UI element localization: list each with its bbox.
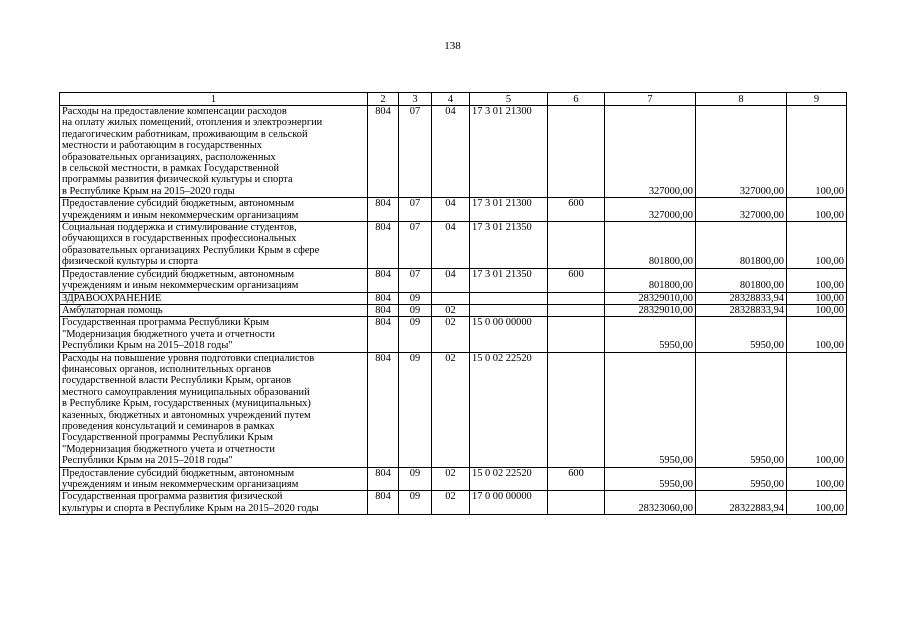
table-row xyxy=(60,491,847,515)
row-subsection-cell: 02 xyxy=(432,317,470,352)
row-code-cell: 804 xyxy=(368,304,399,316)
header-cell: 9 xyxy=(787,93,847,106)
header-cell: 2 xyxy=(368,93,399,106)
row-subsection-cell: 02 xyxy=(432,491,470,515)
row-code-cell: 804 xyxy=(368,268,399,292)
row-target-article-cell xyxy=(470,292,548,304)
header-cell: 6 xyxy=(548,93,605,106)
row-subsection-cell: 02 xyxy=(432,304,470,316)
row-expense-type-cell: 600 xyxy=(548,467,605,491)
row-name-cell: Государственная программа развития физической культуры и спорта в Республике Крым на 2015–2020 годы xyxy=(60,491,368,515)
table-row xyxy=(60,352,847,467)
row-planned-cell: 5950,00 xyxy=(605,352,696,467)
row-expense-type-cell xyxy=(548,106,605,198)
row-code-cell: 804 xyxy=(368,467,399,491)
row-percent-cell: 100,00 xyxy=(787,491,847,515)
row-target-article-cell: 17 3 01 21350 xyxy=(470,268,548,292)
row-code-cell: 804 xyxy=(368,292,399,304)
row-code-cell: 804 xyxy=(368,317,399,352)
row-subsection-cell: 04 xyxy=(432,268,470,292)
row-section-cell: 07 xyxy=(399,222,432,269)
budget-table xyxy=(59,92,847,515)
row-executed-cell: 801800,00 xyxy=(696,268,787,292)
header-cell: 7 xyxy=(605,93,696,106)
header-cell: 8 xyxy=(696,93,787,106)
row-section-cell: 07 xyxy=(399,106,432,198)
row-planned-cell: 801800,00 xyxy=(605,268,696,292)
row-executed-cell: 801800,00 xyxy=(696,222,787,269)
row-executed-cell: 28328833,94 xyxy=(696,304,787,316)
table-body xyxy=(60,106,847,515)
row-section-cell: 09 xyxy=(399,352,432,467)
row-percent-cell: 100,00 xyxy=(787,317,847,352)
row-executed-cell: 5950,00 xyxy=(696,467,787,491)
row-percent-cell: 100,00 xyxy=(787,268,847,292)
header-cell: 3 xyxy=(399,93,432,106)
row-target-article-cell xyxy=(470,304,548,316)
page-number: 138 xyxy=(444,40,461,52)
row-planned-cell: 28329010,00 xyxy=(605,304,696,316)
row-executed-cell: 5950,00 xyxy=(696,352,787,467)
table-row xyxy=(60,317,847,352)
row-code-cell: 804 xyxy=(368,352,399,467)
row-name-cell: Предоставление субсидий бюджетным, автономным учреждениям и иным некоммерческим организациям xyxy=(60,467,368,491)
header-cell: 1 xyxy=(60,93,368,106)
row-subsection-cell: 04 xyxy=(432,222,470,269)
table-row xyxy=(60,222,847,269)
row-subsection-cell: 02 xyxy=(432,467,470,491)
row-code-cell: 804 xyxy=(368,491,399,515)
row-section-cell: 09 xyxy=(399,292,432,304)
row-subsection-cell: 02 xyxy=(432,352,470,467)
row-planned-cell: 327000,00 xyxy=(605,198,696,222)
row-expense-type-cell xyxy=(548,292,605,304)
row-subsection-cell xyxy=(432,292,470,304)
row-section-cell: 09 xyxy=(399,467,432,491)
header-row xyxy=(60,93,847,106)
table-row xyxy=(60,198,847,222)
row-planned-cell: 28329010,00 xyxy=(605,292,696,304)
row-expense-type-cell xyxy=(548,304,605,316)
row-percent-cell: 100,00 xyxy=(787,106,847,198)
row-executed-cell: 28328833,94 xyxy=(696,292,787,304)
row-percent-cell: 100,00 xyxy=(787,222,847,269)
row-expense-type-cell xyxy=(548,317,605,352)
row-name-cell: Расходы на повышение уровня подготовки специалистов финансовых органов, исполнительных органов государственной власти Республики Крым, органов местного самоуправления муниципальных образований в Республике Крым, государственных (муниципальных) казенных, бюджетных и автономных учреждений путем проведения консультаций и семинаров в рамках Государственной программы Республики Крым "Модернизация бюджетного учета и отчетности Республики Крым на 2015–2018 годы" xyxy=(60,352,368,467)
row-name-cell: Расходы на предоставление компенсации расходов на оплату жилых помещений, отопления и электроэнергии педагогическим работникам, проживающим в сельской местности и работающим в государственных образовательных организациях, расположенных в сельской местности, в рамках Государственной программы развития физической культуры и спорта в Республике Крым на 2015–2020 годы xyxy=(60,106,368,198)
row-expense-type-cell: 600 xyxy=(548,268,605,292)
table-row xyxy=(60,268,847,292)
row-planned-cell: 5950,00 xyxy=(605,317,696,352)
row-section-cell: 07 xyxy=(399,198,432,222)
header-cell: 5 xyxy=(470,93,548,106)
row-expense-type-cell xyxy=(548,222,605,269)
row-planned-cell: 5950,00 xyxy=(605,467,696,491)
row-target-article-cell: 15 0 02 22520 xyxy=(470,467,548,491)
row-expense-type-cell xyxy=(548,491,605,515)
row-percent-cell: 100,00 xyxy=(787,198,847,222)
row-planned-cell: 28323060,00 xyxy=(605,491,696,515)
row-target-article-cell: 17 3 01 21350 xyxy=(470,222,548,269)
table-row xyxy=(60,106,847,198)
row-executed-cell: 327000,00 xyxy=(696,198,787,222)
row-target-article-cell: 15 0 00 00000 xyxy=(470,317,548,352)
row-percent-cell: 100,00 xyxy=(787,467,847,491)
row-expense-type-cell xyxy=(548,352,605,467)
row-subsection-cell: 04 xyxy=(432,106,470,198)
row-executed-cell: 28322883,94 xyxy=(696,491,787,515)
row-executed-cell: 327000,00 xyxy=(696,106,787,198)
row-percent-cell: 100,00 xyxy=(787,292,847,304)
row-code-cell: 804 xyxy=(368,198,399,222)
row-planned-cell: 801800,00 xyxy=(605,222,696,269)
row-code-cell: 804 xyxy=(368,106,399,198)
row-section-cell: 07 xyxy=(399,268,432,292)
row-target-article-cell: 17 0 00 00000 xyxy=(470,491,548,515)
row-target-article-cell: 17 3 01 21300 xyxy=(470,198,548,222)
row-code-cell: 804 xyxy=(368,222,399,269)
table-row xyxy=(60,304,847,316)
header-cell: 4 xyxy=(432,93,470,106)
row-planned-cell: 327000,00 xyxy=(605,106,696,198)
table-row xyxy=(60,467,847,491)
row-section-cell: 09 xyxy=(399,491,432,515)
row-target-article-cell: 17 3 01 21300 xyxy=(470,106,548,198)
row-percent-cell: 100,00 xyxy=(787,304,847,316)
row-name-cell: Государственная программа Республики Крым "Модернизация бюджетного учета и отчетности Республики Крым на 2015–2018 годы" xyxy=(60,317,368,352)
row-section-cell: 09 xyxy=(399,304,432,316)
row-percent-cell: 100,00 xyxy=(787,352,847,467)
row-name-cell: ЗДРАВООХРАНЕНИЕ xyxy=(60,292,368,304)
row-subsection-cell: 04 xyxy=(432,198,470,222)
row-name-cell: Предоставление субсидий бюджетным, автономным учреждениям и иным некоммерческим организациям xyxy=(60,198,368,222)
row-section-cell: 09 xyxy=(399,317,432,352)
row-name-cell: Предоставление субсидий бюджетным, автономным учреждениям и иным некоммерческим организациям xyxy=(60,268,368,292)
table-row xyxy=(60,292,847,304)
row-expense-type-cell: 600 xyxy=(548,198,605,222)
row-target-article-cell: 15 0 02 22520 xyxy=(470,352,548,467)
row-name-cell: Социальная поддержка и стимулирование студентов, обучающихся в государственных профессиональных образовательных организациях Республики Крым в сфере физической культуры и спорта xyxy=(60,222,368,269)
row-executed-cell: 5950,00 xyxy=(696,317,787,352)
row-name-cell: Амбулаторная помощь xyxy=(60,304,368,316)
